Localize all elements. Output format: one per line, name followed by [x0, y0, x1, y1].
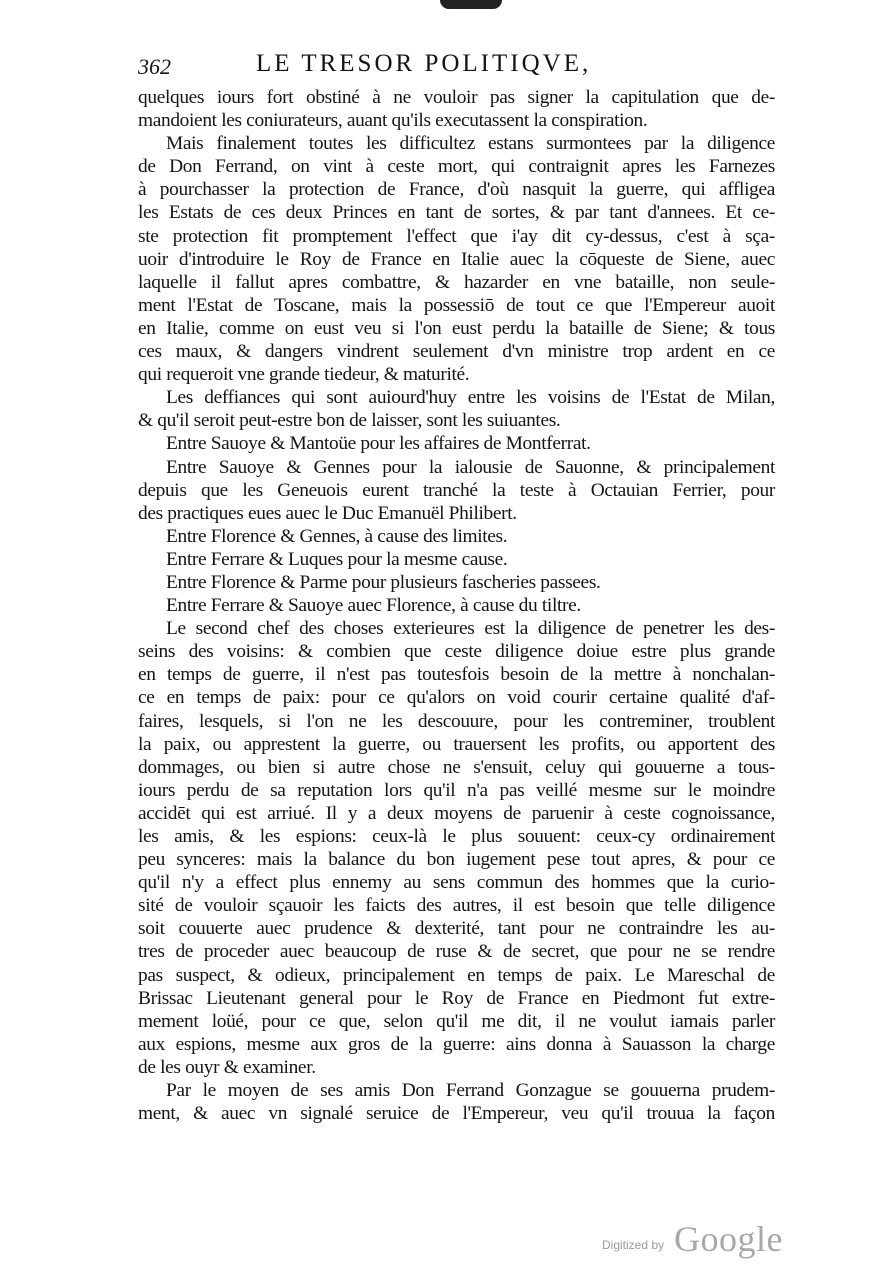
text-line: de Don Ferrand, on vint à ceste mort, qui contraignit apres les Farnezes [138, 156, 775, 178]
text-line: ste protection fit promptement l'effect que i'ay dit cy-dessus, c'est à sça- [138, 225, 775, 247]
text-line: Brissac Lieutenant general pour le Roy de France en Piedmont fut extre- [138, 987, 775, 1009]
text-line: aux espions, mesme aux gros de la guerre: ains donna à Sauasson la charge [138, 1033, 775, 1055]
text-line: peu synceres: mais la balance du bon iugement pese tout apres, & pour ce [138, 849, 775, 871]
text-line: les amis, & les espions: ceux-là le plus souuent: ceux-cy ordinairement [138, 826, 775, 847]
page-header [138, 50, 778, 84]
text-line: Entre Sauoye & Mantoüe pour les affaires de Montferrat. [166, 433, 591, 455]
text-line: Entre Florence & Parme pour plusieurs fascheries passees. [166, 571, 601, 593]
text-line: soit couuerte auec prudence & dexterité, tant pour ne contraindre les au- [138, 918, 775, 940]
top-edge-smudge [440, 0, 502, 9]
text-line: Mais finalement toutes les difficultez estans surmontees par la diligence [166, 133, 775, 155]
text-line: les Estats de ces deux Princes en tant de sortes, & par tant d'annees. Et ce- [138, 202, 775, 224]
text-line: Par le moyen de ses amis Don Ferrand Gonzague se gouuerna prudem- [166, 1080, 775, 1102]
text-line: faires, lesquels, si l'on ne les descouure, pour les contreminer, troublent [138, 710, 775, 732]
text-line: en temps de guerre, il n'est pas toutesfois besoin de la mettre à nonchalan- [138, 664, 775, 686]
text-line: en Italie, comme on eust veu si l'on eust perdu la bataille de Siene; & tous [138, 317, 775, 339]
digitized-by-watermark [602, 1218, 802, 1268]
text-line: Les deffiances qui sont auiourd'huy entre les voisins de l'Estat de Milan, [166, 387, 775, 409]
text-line: sité de vouloir sçauoir les faicts des autres, il est besoin que telle diligence [138, 895, 775, 917]
page-number: 362 [138, 54, 171, 79]
text-line: à pourchasser la protection de France, d'où nasquit la guerre, qui affligea [138, 179, 775, 201]
text-line: ce en temps de paix: pour ce qu'alors on void courir certaine qualité d'af- [138, 687, 775, 709]
text-line: des practiques eues auec le Duc Emanuël Philibert. [138, 502, 517, 524]
text-line: Entre Ferrare & Sauoye auec Florence, à cause du tiltre. [166, 595, 581, 617]
text-line: Entre Florence & Gennes, à cause des limites. [166, 525, 508, 547]
text-line: Entre Ferrare & Luques pour la mesme cause. [166, 548, 508, 570]
text-line: laquelle il fallut apres combattre, & hazarder en vne bataille, non seule- [138, 271, 775, 293]
text-line: mement loüé, pour ce que, selon qu'il me dit, il ne voulut iamais parler [138, 1010, 775, 1032]
text-line: Le second chef des choses exterieures est la diligence de penetrer les des- [166, 618, 775, 640]
text-line: ment, & auec vn signalé seruice de l'Empereur, veu qu'il trouua la façon [138, 1103, 775, 1125]
text-line: seins des voisins: & combien que ceste diligence doiue estre plus grande [138, 641, 775, 663]
text-line: qu'il n'y a effect plus ennemy au sens commun des hommes que la curio- [138, 872, 775, 894]
text-line: pas suspect, & odieux, principalement en temps de paix. Le Mareschal de [138, 964, 775, 986]
text-line: uoir d'introduire le Roy de France en Italie auec la cōqueste de Siene, auec [138, 248, 775, 270]
text-line: la paix, ou apprestent la guerre, ou trauersent les profits, ou apportent des [138, 733, 775, 755]
running-title: LE TRESOR POLITIQVE, [256, 50, 592, 77]
text-line: depuis que les Geneuois eurent tranché la teste à Octauian Ferrier, pour [138, 479, 775, 501]
text-line: iours perdu de sa reputation lors qu'il n'a pas veillé mesme sur le moindre [138, 779, 775, 801]
text-line: Entre Sauoye & Gennes pour la ialousie de Sauonne, & principalement [166, 456, 775, 478]
text-line: quelques iours fort obstiné à ne vouloir pas signer la capitulation que de- [138, 87, 775, 108]
text-line: ces maux, & dangers vindrent seulement d'vn ministre trop ardent en ce [138, 341, 775, 363]
digitized-by-label: Digitized by [602, 1238, 665, 1252]
google-logo: Google [674, 1219, 783, 1259]
text-line: qui requeroit vne grande tiedeur, & maturité. [138, 364, 470, 386]
text-line: accidēt qui est arriué. Il y a deux moyens de paruenir à ceste cognoissance, [138, 802, 775, 824]
text-line: tres de proceder auec beaucoup de ruse & de secret, que pour ne se rendre [138, 941, 775, 963]
text-line: mandoient les coniurateurs, auant qu'ils executassent la conspiration. [138, 110, 648, 132]
text-line: de les ouyr & examiner. [138, 1056, 316, 1078]
body-text [138, 86, 775, 1125]
text-line: & qu'il seroit peut-estre bon de laisser, sont les suiuantes. [138, 410, 561, 432]
text-line: dommages, ou bien si autre chose ne s'ensuit, celuy qui gouuerne a tous- [138, 756, 775, 778]
text-line: ment l'Estat de Toscane, mais la possessiō de tout ce que l'Empereur auoit [138, 294, 775, 316]
